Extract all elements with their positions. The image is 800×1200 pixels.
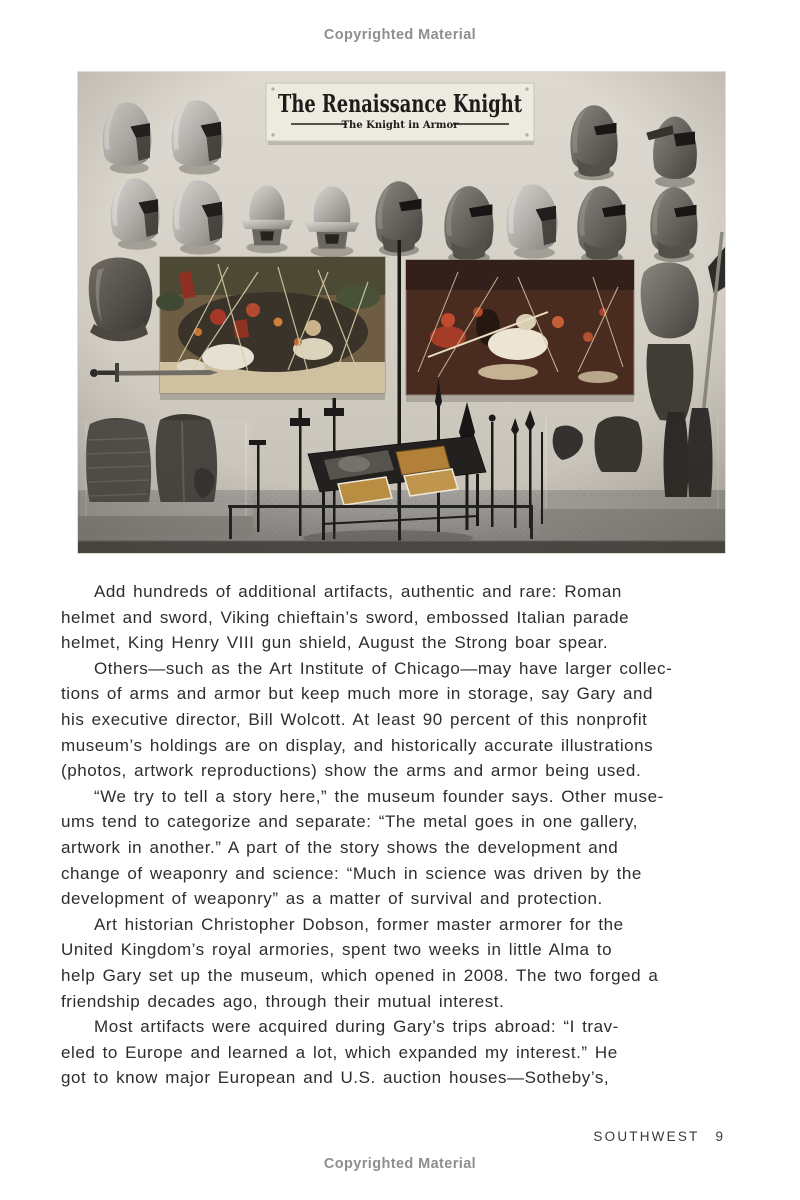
text-line: help Gary set up the museum, which opened in 2008. The two forged a xyxy=(61,965,659,985)
top-watermark: Copyrighted Material xyxy=(323,27,477,43)
photo-vignette xyxy=(78,72,725,553)
text-line: Art historian Christopher Dobson, former master armorer for the xyxy=(94,914,624,934)
paragraph xyxy=(61,656,761,784)
text-line: friendship decades ago, through their mutual interest. xyxy=(61,991,505,1011)
paragraph xyxy=(61,912,761,1014)
text-line: got to know major European and U.S. auction houses—Sotheby’s, xyxy=(61,1068,610,1088)
text-line: artwork in another.” A part of the story shows the development and xyxy=(61,837,619,857)
page-number: 9 xyxy=(715,1129,723,1144)
paragraph xyxy=(61,1014,761,1091)
article-text xyxy=(61,579,761,1091)
bottom-watermark: Copyrighted Material xyxy=(323,1156,477,1172)
text-line: change of weaponry and science: “Much in science was driven by the xyxy=(61,863,642,883)
text-line: his executive director, Bill Wolcott. At least 90 percent of this nonprofit xyxy=(61,709,648,729)
text-line: Most artifacts were acquired during Gary’s trips abroad: “I trav- xyxy=(94,1017,619,1037)
paragraph xyxy=(61,579,761,656)
text-line: eled to Europe and learned a lot, which expanded my interest.” He xyxy=(61,1042,618,1062)
text-line: helmet, King Henry VIII gun shield, August the Strong boar spear. xyxy=(61,633,609,653)
text-line: Others—such as the Art Institute of Chicago—may have larger collec- xyxy=(94,658,673,678)
exhibit-illustration xyxy=(78,72,725,553)
text-line: “We try to tell a story here,” the museum founder says. Other muse- xyxy=(94,786,664,806)
text-line: development of weaponry” as a matter of survival and protection. xyxy=(61,889,603,909)
text-line: helmet and sword, Viking chieftain’s sword, embossed Italian parade xyxy=(61,607,630,627)
museum-exhibit-photo xyxy=(78,72,725,553)
text-line: museum’s holdings are on display, and historically accurate illustrations xyxy=(61,735,654,755)
running-head: SOUTHWEST xyxy=(593,1129,700,1144)
text-line: tions of arms and armor but keep much more in storage, say Gary and xyxy=(61,684,653,704)
paragraph xyxy=(61,784,761,912)
page-footer xyxy=(593,1129,723,1144)
text-line: United Kingdom’s royal armories, spent two weeks in little Alma to xyxy=(61,940,613,960)
text-line: Add hundreds of additional artifacts, authentic and rare: Roman xyxy=(94,582,622,601)
text-line: ums tend to categorize and separate: “The metal goes in one gallery, xyxy=(61,812,638,832)
text-line: (photos, artwork reproductions) show the arms and armor being used. xyxy=(61,761,642,781)
